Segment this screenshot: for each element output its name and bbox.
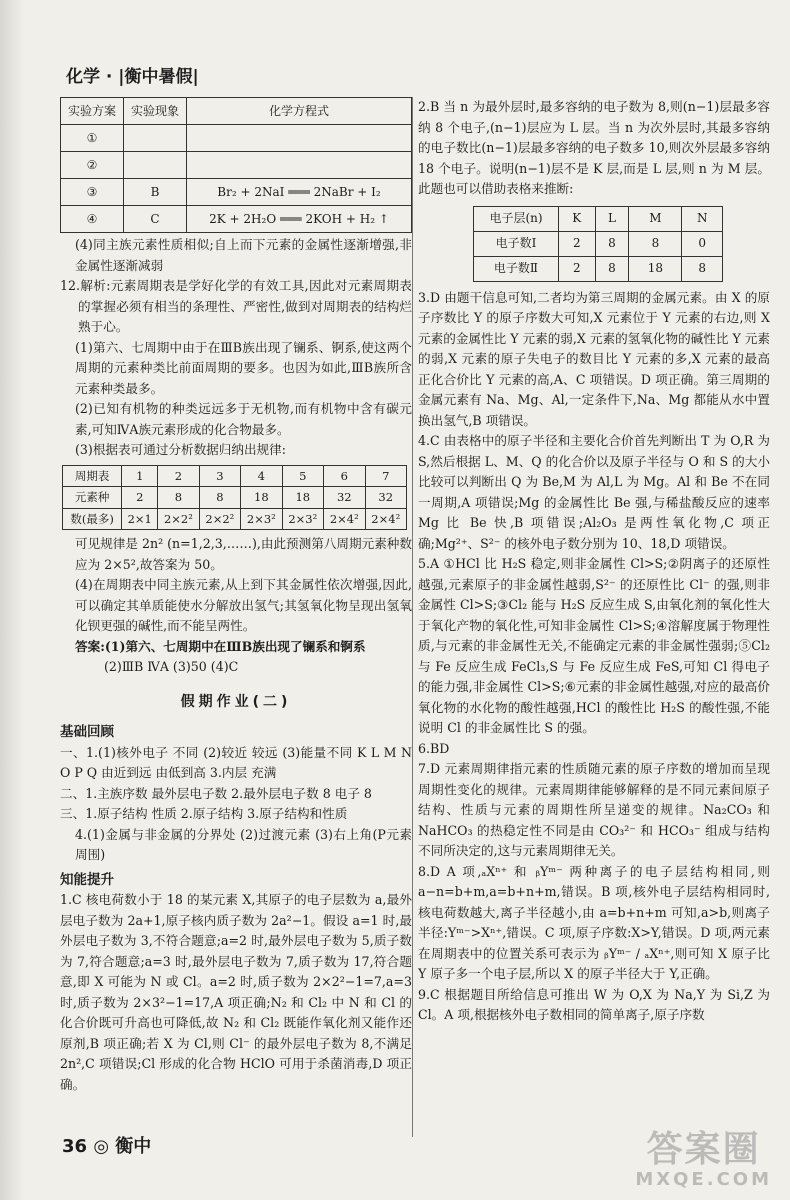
table-cell: 18 (241, 487, 282, 509)
table-cell: Br₂ + 2NaI ═══ 2NaBr + I₂ (187, 179, 412, 206)
table-cell: B (124, 179, 187, 206)
watermark-text: 答案圈 (646, 1129, 761, 1170)
table-cell: 2×3² (282, 508, 323, 530)
column-divider (412, 97, 413, 1137)
paragraph: (1)第六、七周期中由于在ⅢB族出现了镧系、锕系,使这两个周期的元素种类比前面周期的要多。也因为如此,ⅢB族所含元素种类最多。 (75, 339, 412, 396)
table-row (61, 206, 412, 233)
table-cell: 周期表 (63, 465, 122, 487)
answer-line: (2)ⅢB ⅣA (3)50 (4)C (104, 659, 239, 674)
experiment-table (60, 97, 412, 233)
paragraph: 2.B 当 n 为最外层时,最多容纳的电子数为 8,则(n−1)层最多容纳 8 个电子,(n−1)层应为 L 层。当 n 为次外层时,其最多容纳的电子数比(n−1)层最多容纳的电子数多 10,则次外层最多容纳 18 个电子。说明(n−1)层不是 K 层,而是 L 层,则 n 为 M 层。此题也可以借助表格来推断: (418, 99, 770, 196)
table-cell: N (682, 206, 723, 231)
table-cell: C (124, 206, 187, 233)
table-cell: M (629, 206, 682, 231)
paragraph: 3.D 由题干信息可知,二者均为第三周期的金属元素。由 X 的原子序数比 Y 的原子序数大可知,X 元素位于 Y 元素的右边,则 X 元素的金属性比 Y 元素的弱,X 元素的氢氧化物的碱性比 Y 元素的弱,X 元素的原子失电子的数目比 Y 元素的多,X 元素的最高正化合价比 Y 元素的高,A、C 项错误。D 项正确。第三周期的金属元素有 Na、Mg、Al,一定条件下,Na、Mg 都能从水中置换出氢气,B 项错误。 (418, 289, 770, 428)
table-header-row (61, 98, 412, 125)
table-cell: 2K + 2H₂O ═══ 2KOH + H₂ ↑ (187, 206, 412, 233)
answer-line: 答案:(1)第六、七周期中在ⅢB族出现了镧系和锕系 (75, 638, 366, 654)
table-cell: 3 (199, 465, 240, 487)
right-column (418, 97, 770, 1162)
paragraph: 二、1.主族序数 最外层电子数 2.最外层电子数 8 电子 8 (60, 785, 372, 801)
page-header: 化学 · |衡中暑假| (66, 67, 199, 87)
table-cell: 2×3² (241, 508, 282, 530)
table-row (61, 125, 412, 152)
paragraph: 4.(1)金属与非金属的分界处 (2)过渡元素 (3)右上角(P元素周围) (75, 826, 412, 862)
paragraph: 9.C 根据题目所给信息可推出 W 为 O,X 为 Na,Y 为 Si,Z 为 Cl。A 项,根据核外电子数相同的简单离子,原子序数 (418, 986, 770, 1022)
table-cell: 8 (595, 256, 629, 281)
table-cell: ② (61, 152, 124, 179)
electron-shell-table (473, 206, 723, 282)
table-cell: 2 (122, 487, 158, 509)
table-cell: 2×2² (158, 508, 199, 530)
table-cell (124, 152, 187, 179)
paragraph: 一、1.(1)核外电子 不同 (2)较近 较远 (3)能量不同 K L M N O P Q 由近到远 由低到高 3.内层 充满 (60, 744, 412, 780)
table-cell: 8 (199, 487, 240, 509)
table-cell: 7 (365, 465, 407, 487)
subsection-title: 基础回顾 (60, 724, 114, 740)
watermark-logo (635, 1131, 772, 1190)
table-cell: 0 (682, 231, 723, 256)
table-cell: L (595, 206, 629, 231)
binding-shadow (0, 0, 24, 1200)
table-cell: 8 (158, 487, 199, 509)
paragraph: 6.BD (418, 740, 450, 756)
table-cell: 数(最多) (63, 508, 122, 530)
table-row (61, 152, 412, 179)
table-cell: 元素种 (63, 487, 122, 509)
section-title: 假期作业(二) (180, 693, 292, 710)
table-cell: 4 (241, 465, 282, 487)
paragraph: 三、1.原子结构 性质 2.原子结构 3.原子结构和性质 (60, 806, 348, 821)
table-cell: ① (61, 125, 124, 152)
subsection-title: 知能提升 (60, 871, 114, 888)
table-cell: 6 (324, 465, 365, 487)
paragraph: 4.C 由表格中的原子半径和主要化合价首先判断出 T 为 O,R 为 S,然后根据 L、M、Q 的化合价以及原子半径与 O 和 S 的大小比较可以判断出 Q 为 Be,M 为 Al,L 为 Mg。Al 和 Be 不在同一周期,A 项错误;Mg 的金属性比 Be 强,与稀盐酸反应的速率 Mg 比 Be 快,B 项错误;Al₂O₃ 是两性氧化物,C 项正确;Mg²⁺、S²⁻ 的核外电子数分别为 10、18,D 项错误。 (418, 433, 770, 551)
table-cell (187, 152, 412, 179)
table-cell: 电子层(n) (474, 206, 559, 231)
table-row (63, 508, 407, 530)
table-cell: 8 (595, 231, 629, 256)
table-cell: ④ (61, 206, 124, 233)
paragraph: 5.A ①HCl 比 H₂S 稳定,则非金属性 Cl>S;②阴离子的还原性越强,元素原子的非金属性越弱,S²⁻ 的还原性比 Cl⁻ 的强,则非金属性 Cl>S;③Cl₂ 能与 H₂S 反应生成 S,由氧化剂的氧化性大于氧化产物的氧化性,可知非金属性 Cl>S;④溶解度属于物理性质,与元素的非金属性无关,不能确定元素的非金属性强弱;⑤Cl₂ 与 Fe 反应生成 FeCl₃,S 与 Fe 反应生成 FeS,可知 Cl 得电子的能力强,非金属性 Cl>S;⑥元素的非金属性越强,对应的最高价氧化物的水化物的酸性越强,HCl 的酸性比 H₂S 的酸性强,不能说明 Cl 的非金属性比 S 的强。 (418, 556, 770, 735)
table-cell: 18 (282, 487, 323, 509)
paragraph: (3)根据表可通过分析数据归纳出规律: (75, 442, 286, 457)
table-cell: 32 (365, 487, 407, 509)
page-footer: 36 ◎ 衡中 (62, 1136, 152, 1157)
table-cell: 电子数Ⅰ (474, 231, 559, 256)
table-cell: 32 (324, 487, 365, 509)
table-cell: 8 (682, 256, 723, 281)
table-cell: 2×2² (199, 508, 240, 530)
table-cell: K (559, 206, 596, 231)
table-cell: 5 (282, 465, 323, 487)
table-header: 化学方程式 (187, 98, 412, 125)
left-column (60, 97, 412, 1127)
paragraph: (2)已知有机物的种类远远多于无机物,而有机物中含有碳元素,可知ⅣA族元素形成的化合物最多。 (75, 401, 412, 437)
table-cell: 2×4² (365, 508, 407, 530)
table-cell: 2×4² (324, 508, 365, 530)
paragraph: (4)同主族元素性质相似;自上而下元素的金属性逐渐增强,非金属性逐渐减弱 (75, 237, 412, 273)
table-row (474, 256, 723, 281)
table-cell: 8 (629, 231, 682, 256)
paragraph: 1.C 核电荷数小于 18 的某元素 X,其原子的电子层数为 a,最外层电子数为 2a+1,原子核内质子数为 2a²−1。假设 a=1 时,最外层电子数为 3,不符合题意;a=2 时,最外层电子数为 5,质子数为 7,符合题意;a=3 时,最外层电子数为 7,质子数为 17,符合题意,即 X 可能为 N 或 Cl。a=2 时,质子数为 2×2²−1=7,a=3 时,质子数为 2×3²−1=17,A 项正确;N₂ 和 Cl₂ 中 N 和 Cl 的化合价既可升高也可降低,故 N₂ 和 Cl₂ 既能作氧化剂又能作还原剂,B 项正确;若 X 为 Cl,则 Cl⁻ 的最外层电子数为 8,不满足 2n²,C 项错误;Cl 形成的化合物 HClO 可用于杀菌消毒,D 项正确。 (60, 892, 412, 1092)
table-row (63, 487, 407, 509)
table-cell: 18 (629, 256, 682, 281)
paragraph: 8.D A 项,ₐXⁿ⁺ 和 ᵦYᵐ⁻ 两种离子的电子层结构相同,则 a−n=b+m,a=b+n+m,错误。B 项,核外电子层结构相同时,核电荷数越大,离子半径越小,由 a=b+n+m 可知,a>b,则离子半径:Yᵐ⁻>Xⁿ⁺,错误。C 项,原子序数:X>Y,错误。D 项,两元素在周期表中的位置关系可表示为 ᵦYᵐ⁻ / ₐXⁿ⁺,则可知 X 原子比 Y 原子多一个电子层,所以 X 的原子半径大于 Y,正确。 (418, 863, 770, 981)
table-cell: 2 (559, 256, 596, 281)
table-cell: 电子数Ⅱ (474, 256, 559, 281)
table-cell: 2 (559, 231, 596, 256)
paragraph: (4)在周期表中同主族元素,从上到下其金属性依次增强,因此,可以确定其单质能使水分解放出氢气;其氢氧化物呈现出氢氧化钡更强的碱性,而不能呈两性。 (75, 577, 412, 633)
watermark-url: MXQE.COM (635, 1169, 772, 1190)
paragraph: 7.D 元素周期律指元素的性质随元素的原子序数的增加而呈现周期性变化的规律。元素周期律能够解释的是不同元素间原子结构、性质与元素的周期性所呈递变的规律。Na₂CO₃ 和 NaHCO₃ 的热稳定性不同是由 CO₃²⁻ 和 HCO₃⁻ 组成与结构不同所决定的,这与元素周期律无关。 (418, 761, 770, 858)
table-row (474, 231, 723, 256)
table-cell: 1 (122, 465, 158, 487)
paragraph: 可见规律是 2n² (n=1,2,3,……),由此预测第八周期元素种数应为 2×5²,故答案为 50。 (75, 536, 412, 572)
table-row (61, 179, 412, 206)
paragraph: 12.解析:元素周期表是学好化学的有效工具,因此对元素周期表的掌握必须有相当的条理性、严密性,做到对周期表的结构烂熟于心。 (60, 278, 412, 334)
table-header: 实验现象 (124, 98, 187, 125)
table-row (63, 465, 407, 487)
table-cell (124, 125, 187, 152)
table-cell: ③ (61, 179, 124, 206)
table-cell (187, 125, 412, 152)
table-header: 实验方案 (61, 98, 124, 125)
period-table (62, 465, 407, 531)
table-cell: 2 (158, 465, 199, 487)
table-row (474, 206, 723, 231)
table-cell: 2×1 (122, 508, 158, 530)
